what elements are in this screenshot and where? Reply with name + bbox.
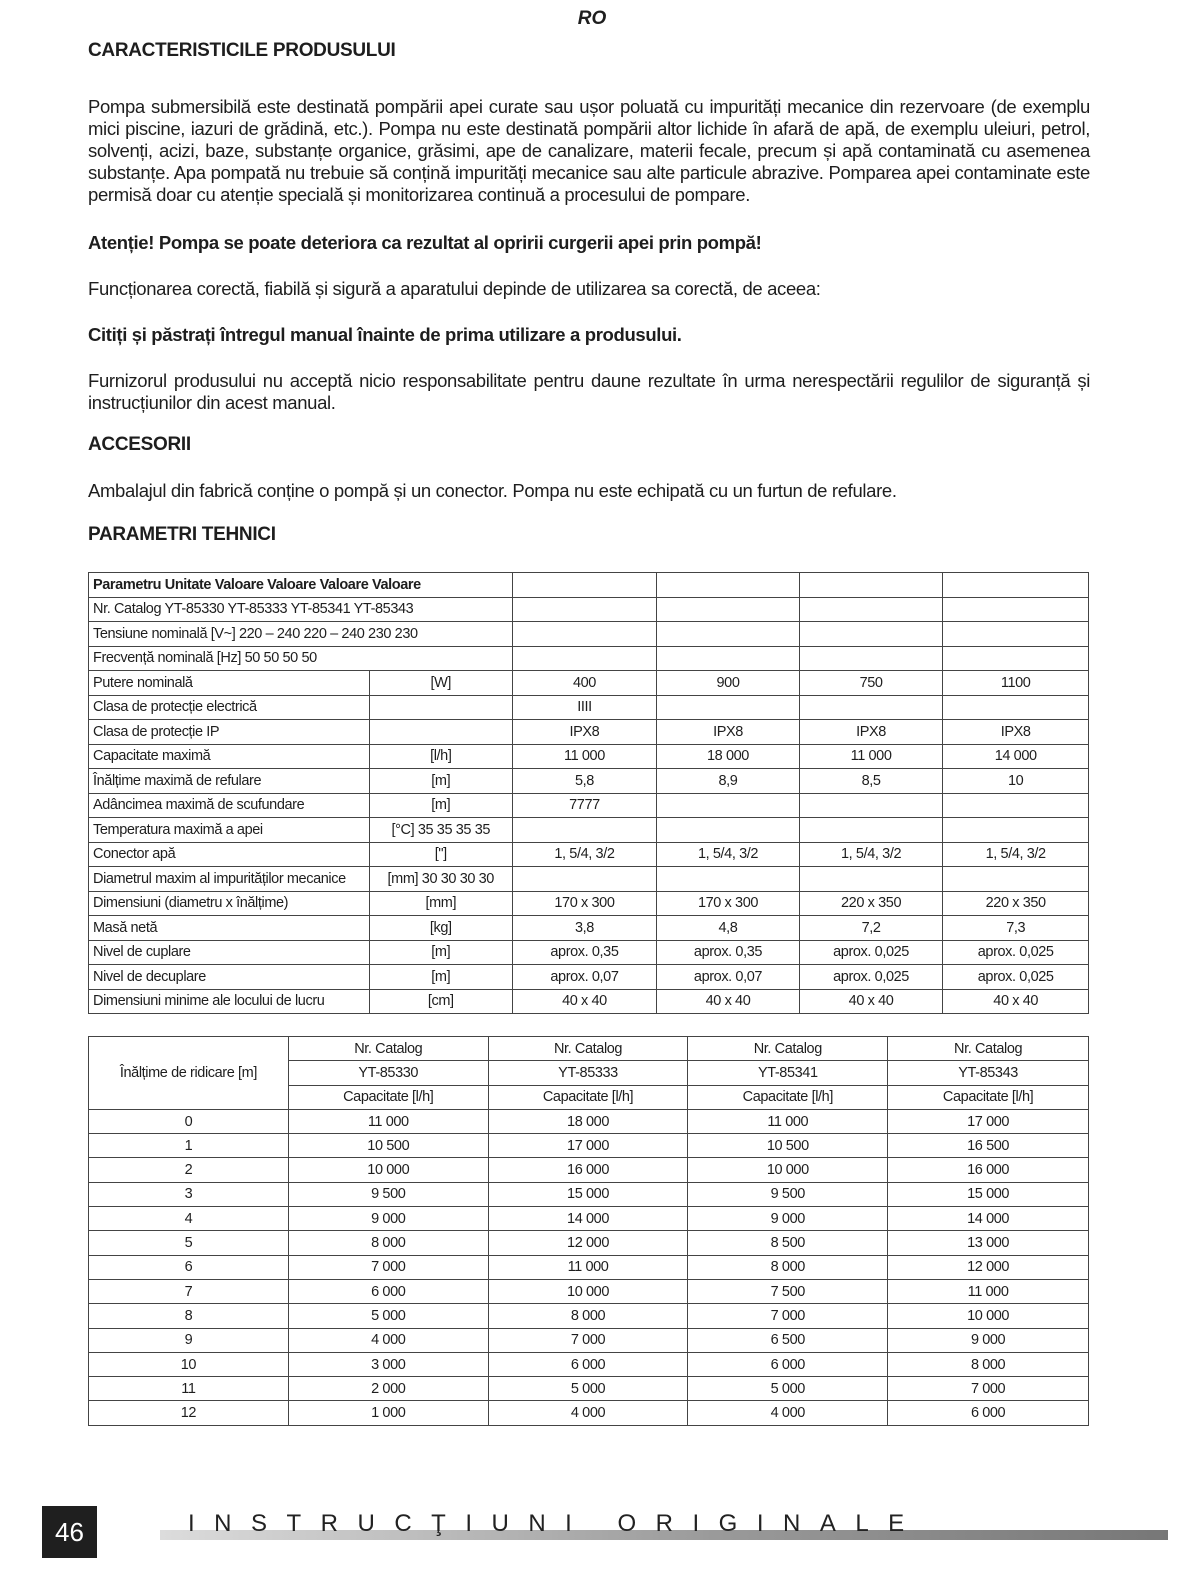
table-row (89, 622, 1089, 647)
parameter-value: 40 x 40 (799, 989, 943, 1014)
parameter-unit: [cm] (369, 989, 512, 1014)
catalog-label-cell: Nr. Catalog (688, 1037, 888, 1061)
lift-height-cell: 1 (89, 1134, 289, 1158)
catalog-label-cell: Nr. Catalog (288, 1037, 488, 1061)
capacity-cell: 10 000 (488, 1279, 688, 1303)
lift-height-cell: 3 (89, 1182, 289, 1206)
parameter-value: 400 (512, 671, 657, 696)
empty-cell (657, 646, 800, 671)
capacity-label-cell: Capacitate [l/h] (488, 1085, 688, 1109)
table-row (89, 867, 1089, 892)
section-title-technical: PARAMETRI TEHNICI (88, 524, 276, 545)
model-cell: YT-85341 (688, 1061, 888, 1085)
parameter-value: 4,8 (657, 916, 800, 941)
lift-height-cell: 11 (89, 1377, 289, 1401)
parameter-value: aprox. 0,07 (512, 965, 657, 990)
parameter-unit: [m] (369, 965, 512, 990)
empty-cell (943, 622, 1089, 647)
parameter-value (943, 695, 1089, 720)
capacity-label-cell: Capacitate [l/h] (888, 1085, 1089, 1109)
empty-cell (943, 646, 1089, 671)
parameter-value: aprox. 0,07 (657, 965, 800, 990)
parameter-unit: [m] (369, 793, 512, 818)
capacity-cell: 8 000 (888, 1352, 1089, 1376)
parameter-value (943, 793, 1089, 818)
row-header-cell: Înălțime de ridicare [m] (89, 1037, 289, 1110)
parameter-value: 220 x 350 (943, 891, 1089, 916)
capacity-cell: 12 000 (888, 1255, 1089, 1279)
technical-parameters-table (88, 572, 1089, 1014)
parameter-unit: [mm] (369, 891, 512, 916)
parameter-unit: [m] (369, 769, 512, 794)
parameter-value: 1, 5/4, 3/2 (657, 842, 800, 867)
parameter-value (512, 818, 657, 843)
parameter-value (657, 695, 800, 720)
table-header-row (89, 1037, 1089, 1061)
capacity-cell: 2 000 (288, 1377, 488, 1401)
parameter-name: Dimensiuni minime ale locului de lucru (89, 989, 370, 1014)
table-row (89, 769, 1089, 794)
parameter-value: 1, 5/4, 3/2 (512, 842, 657, 867)
capacity-cell: 8 500 (688, 1231, 888, 1255)
parameter-unit (369, 695, 512, 720)
parameter-name: Masă netă (89, 916, 370, 941)
lift-height-cell: 4 (89, 1207, 289, 1231)
parameter-value: 7,2 (799, 916, 943, 941)
capacity-cell: 16 500 (888, 1134, 1089, 1158)
parameter-name: Nivel de decuplare (89, 965, 370, 990)
lift-height-cell: 12 (89, 1401, 289, 1425)
parameter-value: 900 (657, 671, 800, 696)
table-row (89, 965, 1089, 990)
parameter-value: 170 x 300 (512, 891, 657, 916)
parameter-name: Nivel de cuplare (89, 940, 370, 965)
parameter-unit: [mm] 30 30 30 30 (369, 867, 512, 892)
lift-height-cell: 5 (89, 1231, 289, 1255)
capacity-cell: 12 000 (488, 1231, 688, 1255)
language-code: RO (577, 8, 607, 29)
empty-cell (512, 597, 657, 622)
footer-title: INSTRUCŢIUNI ORIGINALE (188, 1510, 924, 1537)
parameter-value: 1, 5/4, 3/2 (799, 842, 943, 867)
capacity-cell: 9 000 (688, 1207, 888, 1231)
capacity-cell: 14 000 (488, 1207, 688, 1231)
merged-cell: Tensiune nominală [V~] 220 – 240 220 – 240 230 230 (89, 622, 513, 647)
table-row (89, 989, 1089, 1014)
table-row (89, 842, 1089, 867)
parameter-name: Adâncimea maximă de scufundare (89, 793, 370, 818)
parameter-value: 3,8 (512, 916, 657, 941)
capacity-cell: 8 000 (488, 1304, 688, 1328)
capacity-cell: 13 000 (888, 1231, 1089, 1255)
lift-height-cell: 8 (89, 1304, 289, 1328)
parameter-name: Putere nominală (89, 671, 370, 696)
capacity-cell: 7 000 (688, 1304, 888, 1328)
capacity-cell: 9 000 (288, 1207, 488, 1231)
parameter-value: aprox. 0,025 (943, 940, 1089, 965)
lift-height-cell: 9 (89, 1328, 289, 1352)
lift-height-cell: 10 (89, 1352, 289, 1376)
parameter-value (799, 818, 943, 843)
capacity-cell: 9 000 (888, 1328, 1089, 1352)
lift-height-capacity-table (88, 1036, 1089, 1426)
parameter-value: 1100 (943, 671, 1089, 696)
warning-text: Atenție! Pompa se poate deteriora ca rezultat al opririi curgerii apei prin pompă! (88, 232, 762, 253)
capacity-cell: 10 500 (688, 1134, 888, 1158)
parameter-unit: [m] (369, 940, 512, 965)
parameter-name: Temperatura maximă a apei (89, 818, 370, 843)
empty-cell (512, 573, 657, 598)
parameter-value: 40 x 40 (512, 989, 657, 1014)
model-cell: YT-85330 (288, 1061, 488, 1085)
lift-height-cell: 2 (89, 1158, 289, 1182)
merged-cell: Parametru Unitate Valoare Valoare Valoare Valoare (89, 573, 513, 598)
parameter-unit: [l/h] (369, 744, 512, 769)
parameter-value (657, 867, 800, 892)
table-row (89, 1352, 1089, 1376)
parameter-value (799, 867, 943, 892)
capacity-cell: 6 000 (888, 1401, 1089, 1425)
capacity-cell: 4 000 (688, 1401, 888, 1425)
capacity-cell: 18 000 (488, 1109, 688, 1133)
lift-height-cell: 0 (89, 1109, 289, 1133)
table-row (89, 1134, 1089, 1158)
capacity-cell: 8 000 (288, 1231, 488, 1255)
parameter-value: 7777 (512, 793, 657, 818)
parameter-value: aprox. 0,025 (799, 940, 943, 965)
capacity-label-cell: Capacitate [l/h] (688, 1085, 888, 1109)
parameter-name: Clasa de protecție electrică (89, 695, 370, 720)
capacity-cell: 3 000 (288, 1352, 488, 1376)
capacity-cell: 11 000 (288, 1109, 488, 1133)
empty-cell (799, 573, 943, 598)
capacity-cell: 4 000 (488, 1401, 688, 1425)
parameter-value: 1, 5/4, 3/2 (943, 842, 1089, 867)
empty-cell (799, 622, 943, 647)
capacity-cell: 1 000 (288, 1401, 488, 1425)
parameter-value: 170 x 300 (657, 891, 800, 916)
parameter-unit (369, 720, 512, 745)
lift-height-cell: 7 (89, 1279, 289, 1303)
capacity-label-cell: Capacitate [l/h] (288, 1085, 488, 1109)
capacity-cell: 7 000 (888, 1377, 1089, 1401)
empty-cell (657, 622, 800, 647)
parameter-value: 18 000 (657, 744, 800, 769)
table-row (89, 695, 1089, 720)
table-row (89, 1231, 1089, 1255)
capacity-cell: 10 000 (288, 1158, 488, 1182)
table-row (89, 1255, 1089, 1279)
capacity-cell: 5 000 (688, 1377, 888, 1401)
parameter-name: Clasa de protecție IP (89, 720, 370, 745)
capacity-cell: 4 000 (288, 1328, 488, 1352)
model-cell: YT-85333 (488, 1061, 688, 1085)
table-row (89, 1109, 1089, 1133)
capacity-cell: 15 000 (488, 1182, 688, 1206)
parameter-value (657, 793, 800, 818)
parameter-value: IPX8 (943, 720, 1089, 745)
accessories-text: Ambalajul din fabrică conține o pompă și un conector. Pompa nu este echipată cu un furtun de refulare. (88, 480, 897, 501)
parameter-value (943, 867, 1089, 892)
merged-cell: Nr. Catalog YT-85330 YT-85333 YT-85341 YT-85343 (89, 597, 513, 622)
page-number: 46 (42, 1506, 97, 1558)
parameter-unit: [W] (369, 671, 512, 696)
capacity-cell: 17 000 (888, 1109, 1089, 1133)
capacity-cell: 10 000 (688, 1158, 888, 1182)
parameter-value: IPX8 (799, 720, 943, 745)
capacity-cell: 5 000 (288, 1304, 488, 1328)
merged-cell: Frecvență nominală [Hz] 50 50 50 50 (89, 646, 513, 671)
capacity-cell: 8 000 (688, 1255, 888, 1279)
table-row (89, 573, 1089, 598)
table-row (89, 1279, 1089, 1303)
parameter-value (799, 695, 943, 720)
parameter-value: 8,5 (799, 769, 943, 794)
empty-cell (943, 573, 1089, 598)
parameter-value: aprox. 0,025 (799, 965, 943, 990)
parameter-name: Diametrul maxim al impurităților mecanice (89, 867, 370, 892)
page-content (88, 40, 1090, 1426)
parameter-unit: [kg] (369, 916, 512, 941)
parameter-value (943, 818, 1089, 843)
table-row (89, 1182, 1089, 1206)
table-row (89, 1377, 1089, 1401)
parameter-value: 7,3 (943, 916, 1089, 941)
table-row (89, 744, 1089, 769)
parameter-value: 220 x 350 (799, 891, 943, 916)
capacity-cell: 15 000 (888, 1182, 1089, 1206)
parameter-unit: [°C] 35 35 35 35 (369, 818, 512, 843)
section-title-accessories: ACCESORII (88, 434, 191, 455)
parameter-value: 40 x 40 (657, 989, 800, 1014)
capacity-cell: 14 000 (888, 1207, 1089, 1231)
empty-cell (512, 622, 657, 647)
table-row (89, 1158, 1089, 1182)
table-row (89, 818, 1089, 843)
parameter-value: 8,9 (657, 769, 800, 794)
capacity-cell: 9 500 (288, 1182, 488, 1206)
table-row (89, 646, 1089, 671)
empty-cell (799, 597, 943, 622)
table-row (89, 793, 1089, 818)
parameter-value (657, 818, 800, 843)
usage-text: Funcționarea corectă, fiabilă și sigură a aparatului depinde de utilizarea sa corectă, de aceea: (88, 278, 821, 299)
empty-cell (943, 597, 1089, 622)
capacity-cell: 11 000 (488, 1255, 688, 1279)
empty-cell (657, 597, 800, 622)
table-row (89, 720, 1089, 745)
parameter-value: 40 x 40 (943, 989, 1089, 1014)
capacity-cell: 16 000 (488, 1158, 688, 1182)
product-description: Pompa submersibilă este destinată pompării apei curate sau ușor poluată cu impurități mecanice din rezervoare (de exemplu mici piscine, iazuri de grădină, etc.). Pompa nu este destinată pompării altor lichide în afară de apă, de exemplu uleiuri, petrol, solvenți, acizi, baze, substanțe organice, grăsimi, ape de canalizare, materii fecale, precum și apă contaminată cu asemenea substanțe. Apa pompată nu trebuie să conțină impurități mecanice sau alte particule abrazive. Pomparea apei contaminate este permisă doar cu atenție specială și monitorizarea continuă a procesului de pompare. (88, 96, 1090, 205)
parameter-name: Înălțime maximă de refulare (89, 769, 370, 794)
instruction-text: Citiți și păstrați întregul manual înainte de prima utilizare a produsului. (88, 324, 682, 345)
parameter-value: 750 (799, 671, 943, 696)
table-row (89, 891, 1089, 916)
parameter-value (512, 867, 657, 892)
table-row (89, 671, 1089, 696)
parameter-value: IPX8 (512, 720, 657, 745)
capacity-cell: 7 500 (688, 1279, 888, 1303)
model-cell: YT-85343 (888, 1061, 1089, 1085)
table-row (89, 1401, 1089, 1425)
table-row (89, 916, 1089, 941)
capacity-cell: 6 000 (488, 1352, 688, 1376)
empty-cell (799, 646, 943, 671)
empty-cell (657, 573, 800, 598)
section-title-product: CARACTERISTICILE PRODUSULUI (88, 40, 396, 61)
capacity-cell: 11 000 (688, 1109, 888, 1133)
liability-text: Furnizorul produsului nu acceptă nicio responsabilitate pentru daune rezultate în urma nerespectării regulilor de siguranță și instrucțiunilor din acest manual. (88, 370, 1090, 413)
capacity-cell: 10 500 (288, 1134, 488, 1158)
parameter-value: IPX8 (657, 720, 800, 745)
table-row (89, 1304, 1089, 1328)
catalog-label-cell: Nr. Catalog (888, 1037, 1089, 1061)
capacity-cell: 7 000 (488, 1328, 688, 1352)
parameter-unit: ["] (369, 842, 512, 867)
parameter-value: aprox. 0,025 (943, 965, 1089, 990)
parameter-value: 10 (943, 769, 1089, 794)
table-row (89, 1207, 1089, 1231)
parameter-name: Capacitate maximă (89, 744, 370, 769)
lift-height-cell: 6 (89, 1255, 289, 1279)
parameter-value: IIII (512, 695, 657, 720)
parameter-value: aprox. 0,35 (512, 940, 657, 965)
capacity-cell: 5 000 (488, 1377, 688, 1401)
table-row (89, 940, 1089, 965)
parameter-value: aprox. 0,35 (657, 940, 800, 965)
capacity-cell: 16 000 (888, 1158, 1089, 1182)
capacity-cell: 17 000 (488, 1134, 688, 1158)
parameter-value: 14 000 (943, 744, 1089, 769)
parameter-value: 11 000 (799, 744, 943, 769)
capacity-cell: 6 500 (688, 1328, 888, 1352)
parameter-name: Conector apă (89, 842, 370, 867)
table-row (89, 597, 1089, 622)
table-row (89, 1328, 1089, 1352)
capacity-cell: 6 000 (288, 1279, 488, 1303)
capacity-cell: 11 000 (888, 1279, 1089, 1303)
parameter-name: Dimensiuni (diametru x înălțime) (89, 891, 370, 916)
capacity-cell: 7 000 (288, 1255, 488, 1279)
capacity-cell: 10 000 (888, 1304, 1089, 1328)
empty-cell (512, 646, 657, 671)
capacity-cell: 9 500 (688, 1182, 888, 1206)
parameter-value: 5,8 (512, 769, 657, 794)
catalog-label-cell: Nr. Catalog (488, 1037, 688, 1061)
parameter-value: 11 000 (512, 744, 657, 769)
parameter-value (799, 793, 943, 818)
capacity-cell: 6 000 (688, 1352, 888, 1376)
